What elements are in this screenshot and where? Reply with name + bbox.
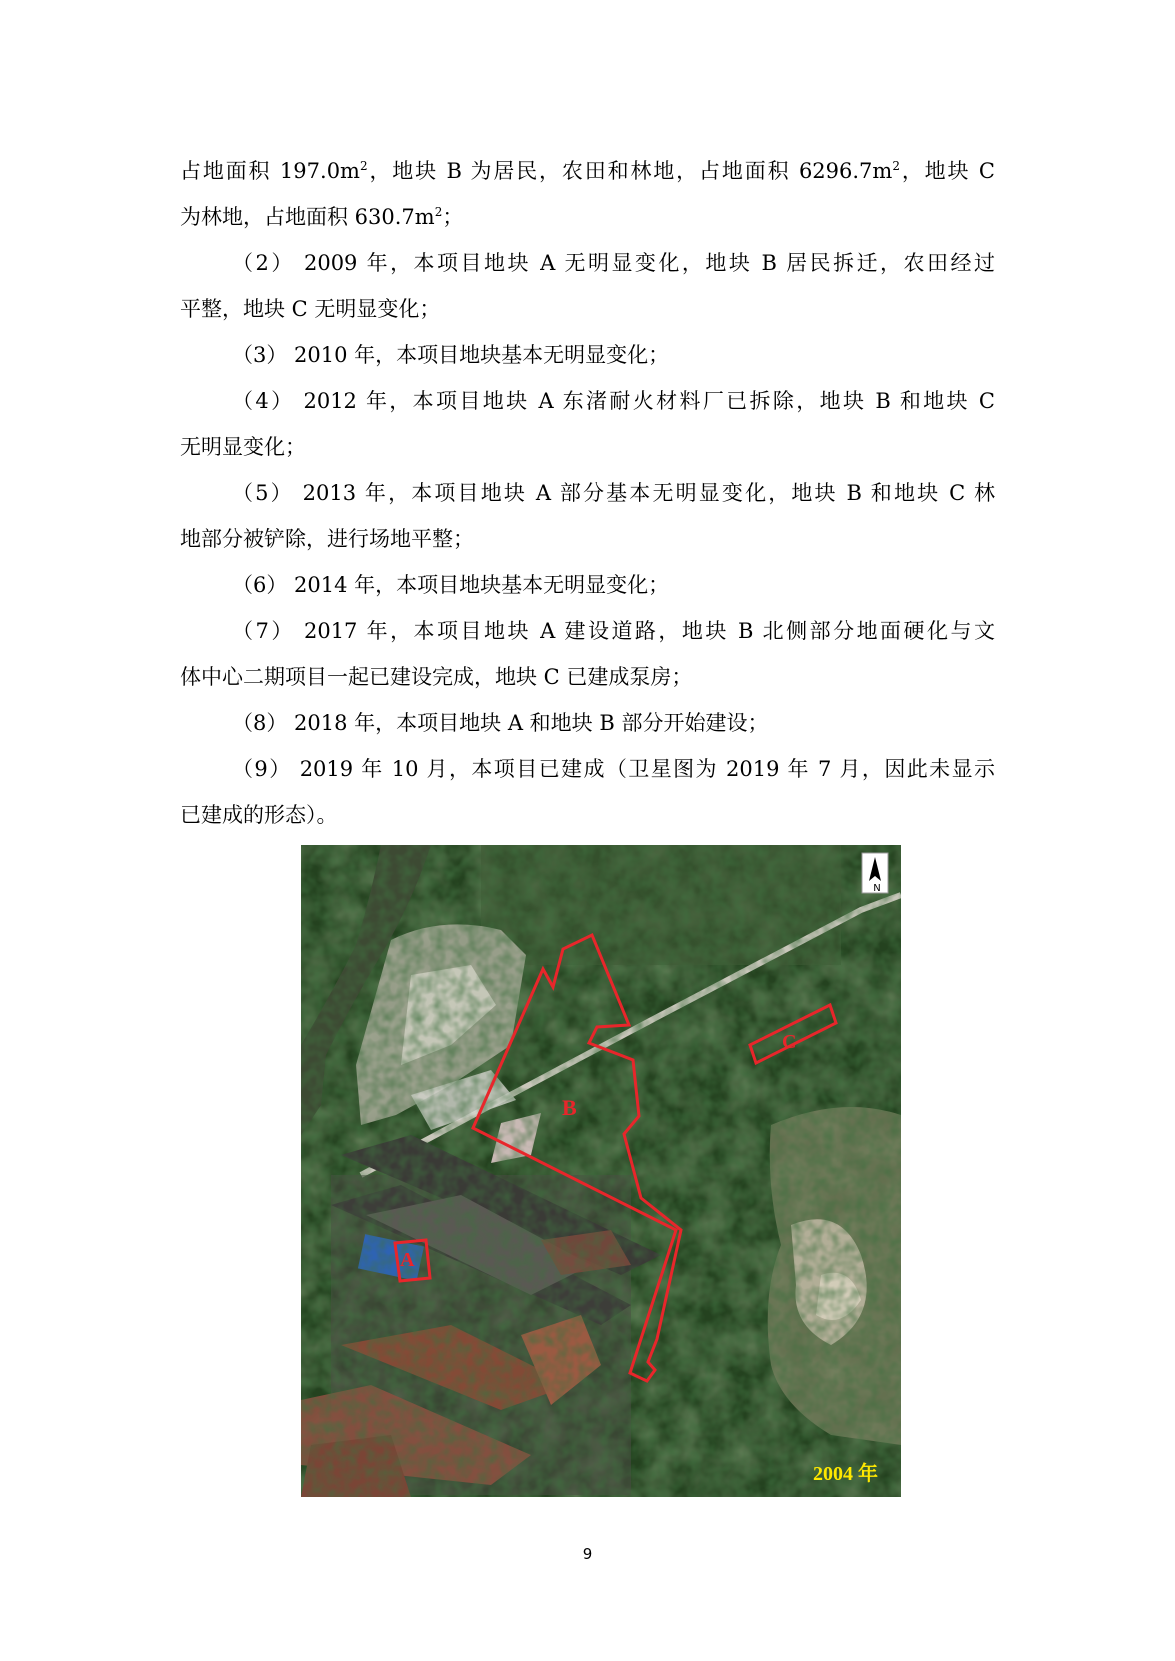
text-line-3: （2） 2009 年，本项目地块 A 无明显变化，地块 B 居民拆迁，农田经过: [232, 251, 995, 275]
superscript: 2: [434, 205, 443, 219]
text-line-7: 无明显变化；: [180, 435, 306, 459]
text-line-13: （8） 2018 年，本项目地块 A 和地块 B 部分开始建设；: [232, 711, 769, 735]
plot-c-label: C: [782, 1031, 797, 1053]
foliage-texture: [301, 845, 901, 1497]
satellite-map: [301, 845, 901, 1497]
text-line-9: 地部分被铲除，进行场地平整；: [180, 527, 474, 551]
text-line-8: （5） 2013 年，本项目地块 A 部分基本无明显变化，地块 B 和地块 C 林: [232, 481, 995, 505]
page-number: 9: [582, 1545, 593, 1563]
year-label: 2004 年: [813, 1463, 878, 1485]
text-line-1: [180, 148, 995, 194]
text-line-4: 平整，地块 C 无明显变化；: [180, 297, 441, 321]
text-segment: 为林地，占地面积 630.7m: [180, 205, 435, 229]
text-segment: ，地块 C: [899, 159, 995, 183]
text-segment: 占地面积 197.0m: [180, 159, 360, 183]
text-line-14: （9） 2019 年 10 月，本项目已建成（卫星图为 2019 年 7 月，因此未显示: [232, 757, 995, 781]
text-line-2: [180, 194, 995, 240]
superscript: 2: [892, 159, 900, 173]
superscript: 2: [359, 159, 368, 173]
text-line-5: （3） 2010 年，本项目地块基本无明显变化；: [232, 343, 670, 367]
plot-a-label: A: [400, 1249, 415, 1271]
text-line-11: （7） 2017 年，本项目地块 A 建设道路，地块 B 北侧部分地面硬化与文: [232, 619, 995, 643]
text-line-12: 体中心二期项目一起已建设完成，地块 C 已建成泵房；: [180, 665, 693, 689]
north-arrow-label: N: [873, 883, 881, 894]
text-line-15: 已建成的形态）。: [180, 803, 338, 827]
body-text: [180, 148, 995, 838]
satellite-map-image: [301, 845, 901, 1497]
text-segment: ，地块 B 为居民，农田和林地，占地面积 6296.7m: [367, 159, 893, 183]
text-segment: ；: [442, 205, 464, 229]
text-line-6: （4） 2012 年，本项目地块 A 东渚耐火材料厂已拆除，地块 B 和地块 C: [232, 389, 995, 413]
plot-b-label: B: [562, 1095, 577, 1120]
text-line-10: （6） 2014 年，本项目地块基本无明显变化；: [232, 573, 670, 597]
